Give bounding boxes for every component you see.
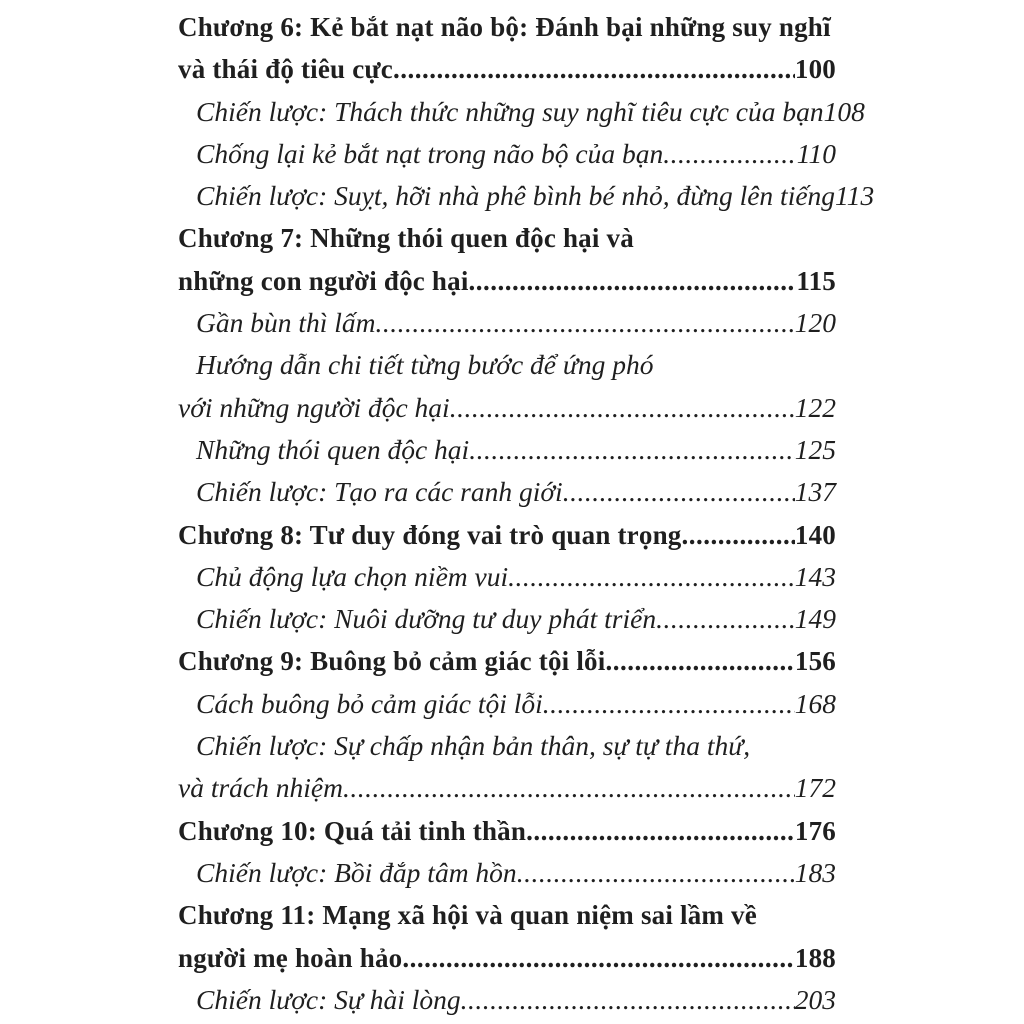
toc-entry-text: và trách nhiệm (178, 772, 343, 804)
toc-entry-text: Chiến lược: Thách thức những suy nghĩ tiêu cực của bạn (196, 95, 824, 127)
page-number: 183 (794, 856, 836, 888)
dot-leader (461, 979, 795, 1021)
dot-leader (605, 640, 794, 682)
toc-entry (178, 767, 836, 809)
page-number: 120 (794, 307, 836, 339)
toc-entry-text: Những thói quen độc hại (196, 433, 470, 465)
toc-entry (178, 894, 836, 936)
page-number: 110 (796, 137, 836, 169)
toc-entry-text: Chiến lược: Sự hài lòng (196, 983, 461, 1015)
dot-leader (376, 302, 795, 344)
dot-leader (393, 48, 795, 90)
toc-entry-text: người mẹ hoàn hảo (178, 942, 403, 973)
toc-entry (178, 514, 836, 556)
toc-entry-text: Chiến lược: Suỵt, hỡi nhà phê bình bé nhỏ, đừng lên tiếng (196, 180, 836, 212)
dot-leader (469, 260, 797, 302)
toc-entry-text: Chiến lược: Nuôi dưỡng tư duy phát triển (196, 603, 657, 635)
toc-entry (178, 725, 836, 767)
toc-entry-text: Chiến lược: Tạo ra các ranh giới (196, 476, 563, 508)
toc-entry (178, 260, 836, 302)
dot-leader (656, 598, 795, 640)
toc-entry-text: Cách buông bỏ cảm giác tội lỗi (196, 687, 543, 719)
toc-entry (178, 810, 836, 852)
toc-entry-text: và thái độ tiêu cực (178, 54, 393, 85)
toc-entry-text: những con người độc hại (178, 265, 469, 296)
page-number: 203 (794, 983, 836, 1015)
toc-entry (178, 852, 836, 894)
toc-entry (178, 48, 836, 90)
toc-entry-text: với những người độc hại (178, 391, 450, 423)
page-number: 137 (794, 476, 836, 508)
dot-leader (450, 387, 795, 429)
table-of-contents (178, 6, 875, 1021)
page-number: 113 (835, 180, 875, 212)
page-number: 176 (794, 815, 836, 846)
dot-leader (343, 767, 795, 809)
toc-entry-text: Chống lại kẻ bắt nạt trong não bộ của bạn (196, 137, 664, 169)
page-number: 172 (794, 772, 836, 804)
dot-leader (469, 429, 795, 471)
page-number: 188 (794, 942, 836, 973)
toc-entry (178, 683, 836, 725)
page-number: 156 (794, 646, 836, 677)
toc-entry (178, 937, 836, 979)
page-number: 140 (794, 519, 836, 550)
dot-leader (508, 556, 795, 598)
toc-entry-text: Hướng dẫn chi tiết từng bước để ứng phó (196, 349, 654, 381)
page-number: 168 (794, 687, 836, 719)
toc-entry (178, 471, 836, 513)
toc-entry (178, 175, 875, 217)
page-number: 122 (794, 391, 836, 423)
toc-entry-text: Chương 7: Những thói quen độc hại và (178, 223, 634, 254)
toc-entry-text: Chiến lược: Sự chấp nhận bản thân, sự tự tha thứ, (196, 730, 751, 762)
toc-entry-text: Chủ động lựa chọn niềm vui (196, 560, 509, 592)
dot-leader (563, 471, 795, 513)
dot-leader (663, 133, 797, 175)
toc-entry-text: Chương 10: Quá tải tinh thần (178, 815, 527, 846)
toc-entry-text: Chương 9: Buông bỏ cảm giác tội lỗi (178, 646, 606, 677)
page-number: 149 (794, 603, 836, 635)
dot-leader (526, 810, 795, 852)
page-number: 115 (796, 265, 836, 296)
toc-entry (178, 344, 836, 386)
toc-entry (178, 429, 836, 471)
toc-entry (178, 217, 836, 259)
toc-entry-text: Gần bùn thì lấm (196, 307, 376, 339)
toc-entry (178, 556, 836, 598)
dot-leader (402, 937, 795, 979)
toc-entry (178, 133, 836, 175)
toc-entry (178, 598, 836, 640)
toc-entry-text: Chương 8: Tư duy đóng vai trò quan trọng (178, 519, 682, 550)
toc-entry (178, 91, 865, 133)
toc-entry (178, 640, 836, 682)
dot-leader (681, 514, 794, 556)
toc-entry (178, 6, 836, 48)
page-number: 100 (794, 54, 836, 85)
toc-entry-text: Chiến lược: Bồi đắp tâm hồn (196, 856, 517, 888)
toc-entry (178, 302, 836, 344)
dot-leader (543, 683, 795, 725)
toc-entry (178, 387, 836, 429)
toc-entry-text: Chương 11: Mạng xã hội và quan niệm sai lầm về (178, 900, 757, 931)
toc-entry-text: Chương 6: Kẻ bắt nạt não bộ: Đánh bại những suy nghĩ (178, 12, 831, 42)
dot-leader (517, 852, 795, 894)
page-number: 125 (794, 433, 836, 465)
page-number: 108 (823, 95, 865, 127)
page-number: 143 (794, 560, 836, 592)
toc-entry (178, 979, 836, 1021)
